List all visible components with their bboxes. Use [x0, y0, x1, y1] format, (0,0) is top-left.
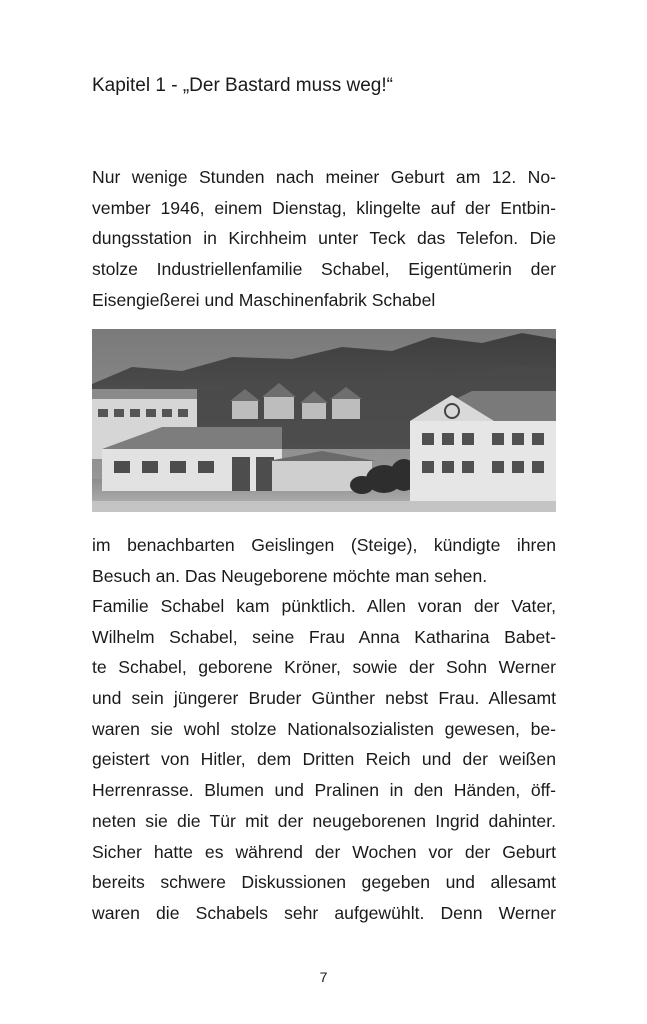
text-line: und sein jüngerer Bruder Günther nebst Frau. Allesamt: [92, 688, 556, 709]
text-line: waren die Schabels sehr aufgewühlt. Denn Werner: [92, 902, 556, 923]
text-line: bereits schwere Diskussionen gegeben und allesamt: [92, 872, 556, 893]
factory-photo: [92, 329, 556, 512]
text-line: Familie Schabel kam pünktlich. Allen voran der Vater,: [92, 596, 556, 616]
chapter-title: Kapitel 1 - „Der Bastard muss weg!“: [92, 75, 393, 96]
paragraph-2: [92, 530, 556, 591]
paragraph-3: [92, 591, 556, 929]
factory-photo-illustration: [92, 329, 556, 512]
text-line: geistert von Hitler, dem Dritten Reich und der weißen: [92, 749, 556, 770]
text-line: Besuch an. Das Neugeborene möchte man sehen.: [92, 565, 488, 586]
page-number: 7: [319, 969, 328, 985]
text-line: im benachbarten Geislingen (Steige), kündigte ihren: [92, 535, 556, 555]
text-line: Herrenrasse. Blumen und Pralinen in den Händen, öff-: [92, 780, 556, 801]
text-line: dungsstation in Kirchheim unter Teck das Telefon. Die: [92, 228, 556, 249]
text-line: Wilhelm Schabel, seine Frau Anna Katharina Babet-: [92, 626, 556, 647]
text-line: Eisengießerei und Maschinenfabrik Schabel: [92, 289, 436, 310]
text-line: Nur wenige Stunden nach meiner Geburt am 12. No-: [92, 167, 556, 187]
text-line: stolze Industriellenfamilie Schabel, Eigentümerin der: [92, 259, 556, 280]
text-line: Sicher hatte es während der Wochen vor der Geburt: [92, 841, 556, 862]
text-line: te Schabel, geborene Kröner, sowie der Sohn Werner: [92, 657, 556, 678]
text-line: waren sie wohl stolze Nationalsozialisten gewesen, be-: [92, 718, 556, 739]
text-line: neten sie die Tür mit der neugeborenen Ingrid dahinter.: [92, 810, 556, 831]
text-line: vember 1946, einem Dienstag, klingelte auf der Entbin-: [92, 197, 556, 218]
paragraph-1: [92, 162, 556, 315]
